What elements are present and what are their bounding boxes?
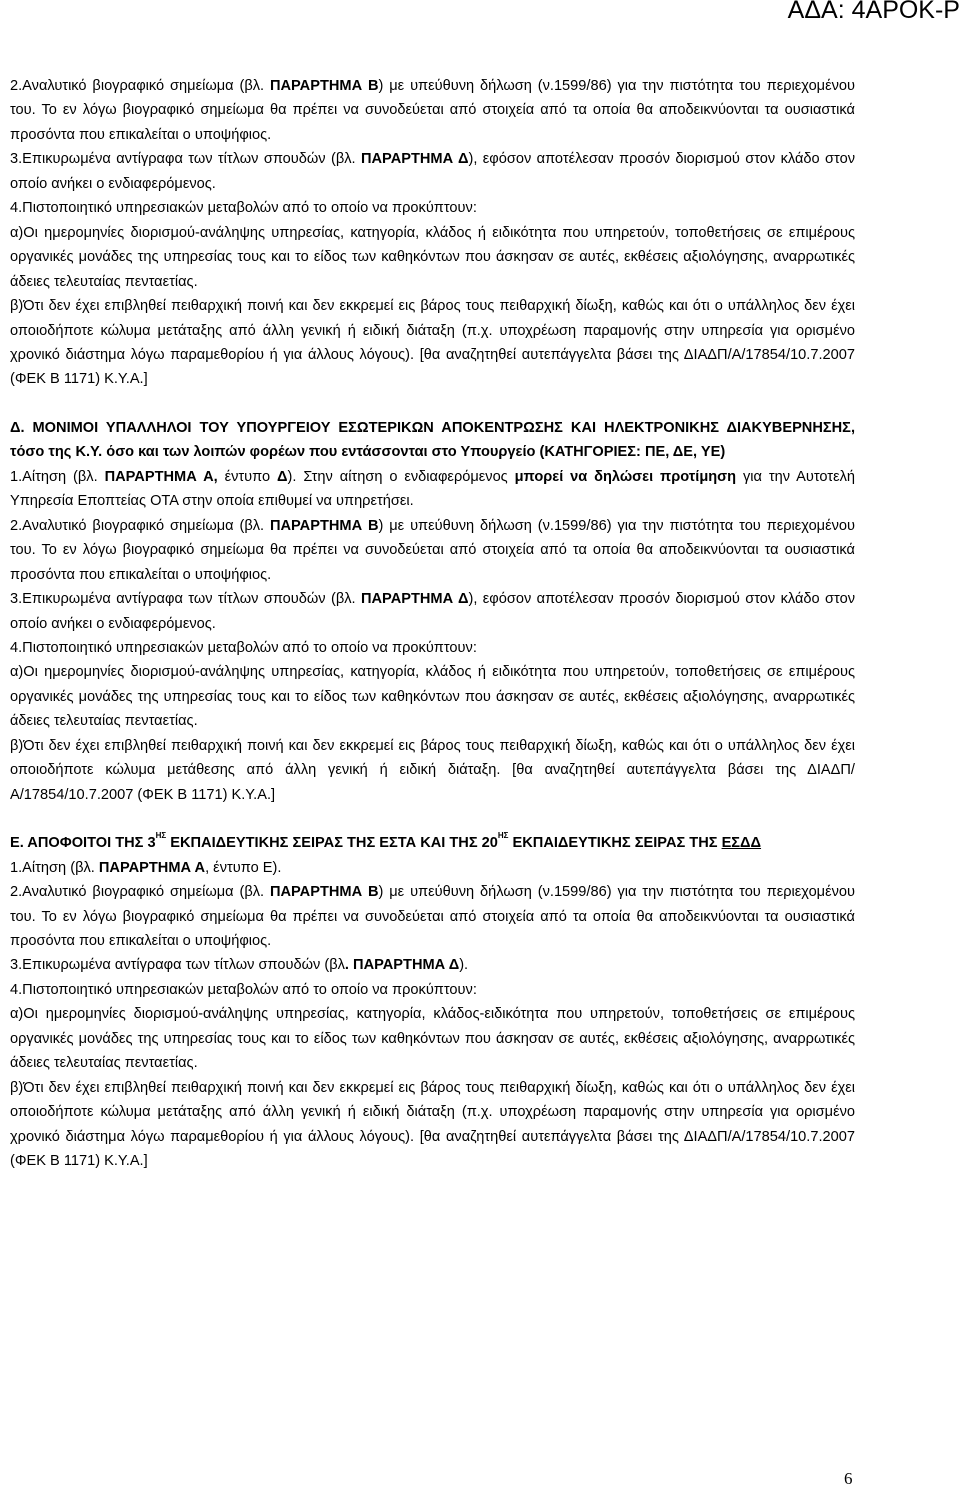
e-item-3 — [10, 953, 855, 977]
d-item-2-annex: ΠΑΡΑΡΤΗΜΑ Β — [269, 517, 379, 534]
e-item-1-annex: ΠΑΡΑΡΤΗΜΑ Α — [98, 859, 206, 876]
c-item-4: 4.Πιστοποιητικό υπηρεσιακών μεταβολών από το οποίο να προκύπτουν: — [10, 200, 477, 217]
e-heading-sup-1: ΗΣ — [155, 831, 167, 841]
d-item-1-mid2: ). Στην αίτηση ο ενδιαφερόμενος — [287, 468, 515, 485]
e-heading-c: ΕΚΠΑΙΔΕΥΤΙΚΗΣ ΣΕΙΡΑΣ ΤΗΣ — [508, 835, 722, 852]
page-number: 6 — [844, 1469, 853, 1488]
d-item-3-post: ), εφόσον αποτέλεσαν προσόν διορισμού στον κλάδο στον οποίο ανήκει ο ενδιαφερόμενος. — [10, 591, 855, 632]
e-item-1-post: , έντυπο Ε). — [205, 859, 282, 876]
d-item-1-post: για την Αυτοτελή Υπηρεσία Εποπτείας ΟΤΑ στην οποία επιθυμεί να υπηρετήσει. — [10, 468, 855, 510]
d-item-1-form: Δ — [277, 468, 288, 485]
e-heading-a: Ε. ΑΠΟΦΟΙΤΟΙ ΤΗΣ 3 — [10, 835, 156, 852]
d-item-3-annex: ΠΑΡΑΡΤΗΜΑ Δ — [360, 591, 469, 608]
e-item-2 — [10, 880, 855, 953]
e-item-4: 4.Πιστοποιητικό υπηρεσιακών μεταβολών από το οποίο να προκύπτουν: — [10, 981, 477, 998]
e-item-3-annex: . ΠΑΡΑΡΤΗΜΑ Δ — [344, 957, 460, 974]
e-heading-esdd: ΕΣΔΔ — [721, 835, 762, 852]
d-item-1-preference: μπορεί να δηλώσει προτίμηση — [514, 468, 737, 485]
d-item-4b: β)Ότι δεν έχει επιβληθεί πειθαρχική ποινή και δεν εκκρεμεί εις βάρος τους πειθαρχική δίωξη, καθώς και ότι ο υπάλληλος δεν έχει οποιοδήποτε κώλυμα μετάθεσης από άλλη γενική ή ειδική διάταξη. [θα αναζητηθεί αυτεπάγγελτα βάσει της ΔΙΑΔΠ/Α/17854/10.7.2007 (ΦΕΚ Β 1171) Κ.Υ.Α.] — [10, 737, 855, 803]
c-item-3-post: ), εφόσον αποτέλεσαν προσόν διορισμού στον κλάδο στον οποίο ανήκει ο ενδιαφερόμενος. — [10, 151, 855, 192]
e-heading-b: ΕΚΠΑΙΔΕΥΤΙΚΗΣ ΣΕΙΡΑΣ ΤΗΣ ΕΣΤΑ ΚΑΙ ΤΗΣ 20 — [166, 835, 498, 852]
d-item-1 — [10, 465, 855, 514]
e-item-3-post: ). — [459, 957, 469, 974]
d-item-1-annex: ΠΑΡΑΡΤΗΜΑ Α, — [104, 468, 218, 485]
d-item-2-pre: 2.Αναλυτικό βιογραφικό σημείωμα (βλ. — [10, 517, 270, 534]
d-item-2-post: ) με υπεύθυνη δήλωση (ν.1599/86) για την πιστότητα του περιεχομένου του. Το εν λόγω βιογραφικό σημείωμα θα πρέπει να συνοδεύεται από στοιχεία από τα οποία θα αποδεικνύονται τα ουσιαστικά προσόντα που επικαλείται ο υποψήφιος. — [10, 517, 855, 583]
c-item-3-annex: ΠΑΡΑΡΤΗΜΑ Δ — [360, 151, 469, 168]
d-item-2 — [10, 514, 855, 587]
c-item-2 — [10, 74, 855, 147]
e-item-2-post: ) με υπεύθυνη δήλωση (ν.1599/86) για την πιστότητα του περιεχομένου του. Το εν λόγω βιογραφικό σημείωμα θα πρέπει να συνοδεύεται από στοιχεία από τα οποία θα αποδεικνύονται τα ουσιαστικά προσόντα που επικαλείται ο υποψήφιος. — [10, 884, 855, 949]
e-item-2-pre: 2.Αναλυτικό βιογραφικό σημείωμα (βλ. — [10, 884, 270, 901]
d-item-4: 4.Πιστοποιητικό υπηρεσιακών μεταβολών από το οποίο να προκύπτουν: — [10, 639, 477, 656]
d-item-4a: α)Οι ημερομηνίες διορισμού-ανάληψης υπηρεσίας, κατηγορία, κλάδος ή ειδικότητα που υπηρετούν, τοποθετήσεις σε επιμέρους οργανικές μονάδες της υπηρεσίας τους και το είδος των καθηκόντων που άσκησαν σε αυτές, εκθέσεις αξιολόγησης, αναρρωτικές άδειες τελευταίας πενταετίας. — [10, 664, 855, 730]
d-item-1-pre: 1.Αίτηση (βλ. — [10, 468, 105, 485]
section-e-heading — [10, 831, 855, 855]
e-item-2-annex: ΠΑΡΑΡΤΗΜΑ Β — [269, 884, 379, 901]
ada-code: ΑΔΑ: 4ΑΡΟΚ-Ρ — [787, 0, 960, 24]
d-item-3 — [10, 587, 855, 636]
c-item-2-post: ) με υπεύθυνη δήλωση (ν.1599/86) για την πιστότητα του περιεχομένου του. Το εν λόγω βιογραφικό σημείωμα θα πρέπει να συνοδεύεται από στοιχεία από τα οποία θα αποδεικνύονται τα ουσιαστικά προσόντα που επικαλείται ο υποψήφιος. — [10, 78, 855, 143]
d-item-3-pre: 3.Επικυρωμένα αντίγραφα των τίτλων σπουδών (βλ. — [10, 591, 361, 608]
c-item-3-pre: 3.Επικυρωμένα αντίγραφα των τίτλων σπουδών (βλ. — [10, 151, 361, 168]
e-item-1-pre: 1.Αίτηση (βλ. — [10, 859, 99, 876]
c-item-4a: α)Οι ημερομηνίες διορισμού-ανάληψης υπηρεσίας, κατηγορία, κλάδος ή ειδικότητα που υπηρετούν, τοποθετήσεις σε επιμέρους οργανικές μονάδες της υπηρεσίας τους και το είδος των καθηκόντων που άσκησαν σε αυτές, εκθέσεις αξιολόγησης, αναρρωτικές άδειες τελευταίας πενταετίας. — [10, 224, 855, 290]
e-heading-sup-2: ΗΣ — [497, 831, 509, 841]
section-d-heading: Δ. ΜΟΝΙΜΟΙ ΥΠΑΛΛΗΛΟΙ ΤΟΥ ΥΠΟΥΡΓΕΙΟΥ ΕΣΩΤΕΡΙΚΩΝ ΑΠΟΚΕΝΤΡΩΣΗΣ ΚΑΙ ΗΛΕΚΤΡΟΝΙΚΗΣ ΔΙΑΚΥΒΕΡΝΗΣΗΣ, τόσο της Κ.Υ. όσο και των λοιπών φορέων που εντάσσονται στο Υπουργείο (ΚΑΤΗΓΟΡΙΕΣ: ΠΕ, ΔΕ, ΥΕ) — [10, 419, 855, 461]
e-item-4a: α)Οι ημερομηνίες διορισμού-ανάληψης υπηρεσίας, κατηγορία, κλάδος-ειδικότητα που υπηρετούν, τοποθετήσεις σε επιμέρους οργανικές μονάδες της υπηρεσίας τους και το είδος των καθηκόντων που άσκησαν σε αυτές, εκθέσεις αξιολόγησης, αναρρωτικές άδειες τελευταίας πενταετίας. — [10, 1006, 855, 1072]
c-item-3 — [10, 147, 855, 196]
c-item-2-annex: ΠΑΡΑΡΤΗΜΑ Β — [269, 78, 379, 94]
c-item-2-pre: 2.Αναλυτικό βιογραφικό σημείωμα (βλ. — [10, 78, 270, 94]
d-item-1-mid: έντυπο — [217, 468, 278, 485]
c-item-4b: β)Ότι δεν έχει επιβληθεί πειθαρχική ποινή και δεν εκκρεμεί εις βάρος τους πειθαρχική δίωξη, καθώς και ότι ο υπάλληλος δεν έχει οποιοδήποτε κώλυμα μετάταξης από άλλη γενική ή ειδική διάταξη (π.χ. υποχρέωση παραμονής στην υπηρεσία για ορισμένο χρονικό διάστημα λόγω παραμεθορίου ή για άλλους λόγους). [θα αναζητηθεί αυτεπάγγελτα βάσει της ΔΙΑΔΠ/Α/17854/10.7.2007 (ΦΕΚ Β 1171) Κ.Υ.Α.] — [10, 298, 855, 388]
e-item-3-pre: 3.Επικυρωμένα αντίγραφα των τίτλων σπουδών (βλ — [10, 957, 345, 974]
document-body — [10, 74, 855, 1173]
e-item-4b: β)Ότι δεν έχει επιβληθεί πειθαρχική ποινή και δεν εκκρεμεί εις βάρος τους πειθαρχική δίωξη, καθώς και ότι ο υπάλληλος δεν έχει οποιοδήποτε κώλυμα μετάταξης από άλλη γενική ή ειδική διάταξη (π.χ. υποχρέωση παραμονής στην υπηρεσία για ορισμένο χρονικό διάστημα λόγω παραμεθορίου ή για άλλους λόγους). [θα αναζητηθεί αυτεπάγγελτα βάσει της ΔΙΑΔΠ/Α/17854/10.7.2007 (ΦΕΚ Β 1171) Κ.Υ.Α.] — [10, 1079, 855, 1170]
e-item-1 — [10, 856, 855, 880]
